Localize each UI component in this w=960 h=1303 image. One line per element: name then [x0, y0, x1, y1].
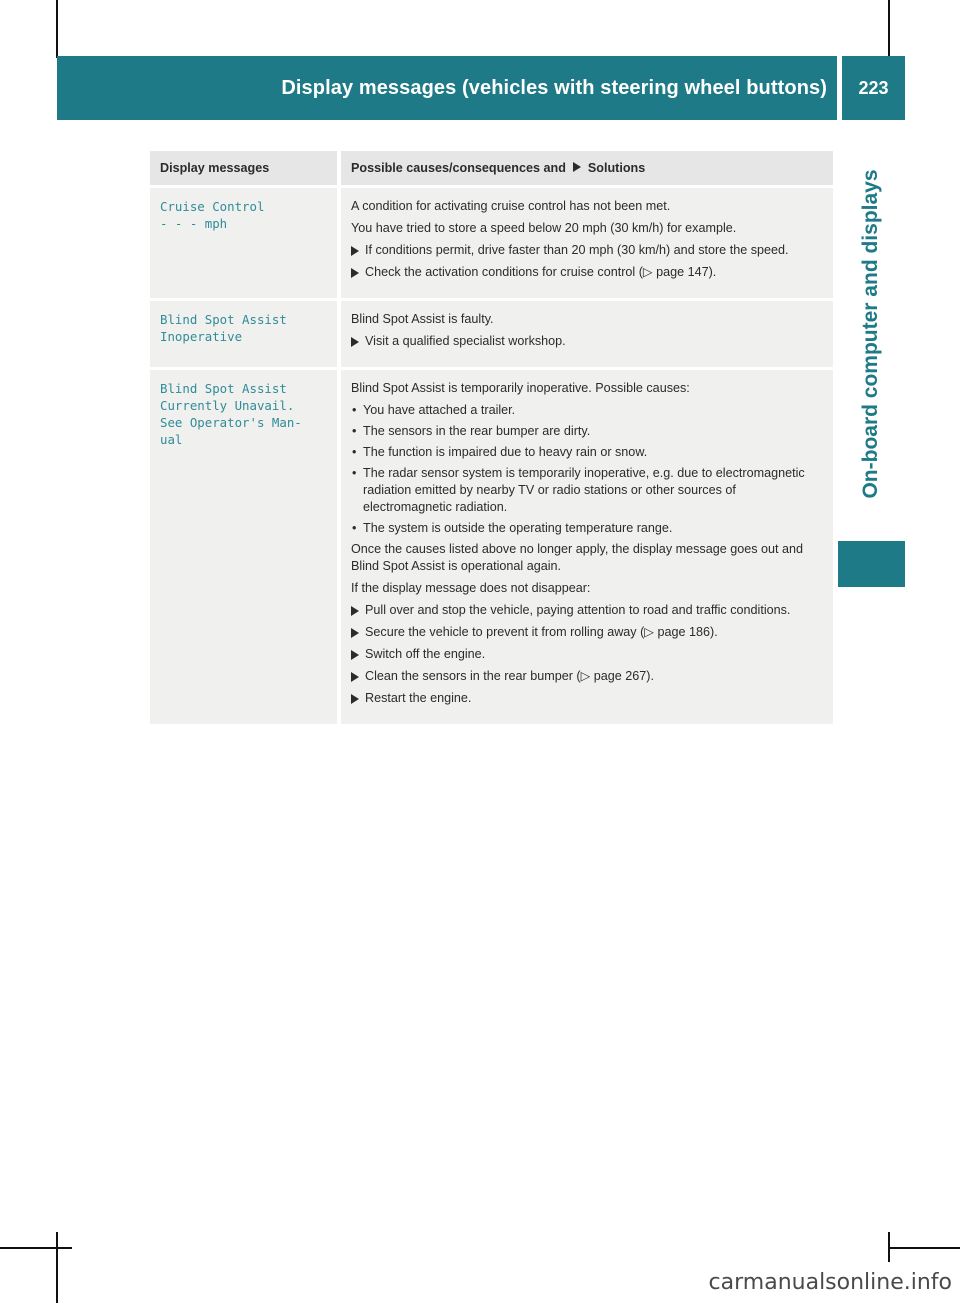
description-text: If the display message does not disappear:: [351, 581, 591, 595]
crop-mark: [888, 0, 890, 58]
page-title: Display messages (vehicles with steering wheel buttons): [281, 77, 827, 99]
display-message-line: ual: [160, 432, 183, 447]
solution-step-text: Switch off the engine.: [365, 647, 486, 661]
solution-step-text: Clean the sensors in the rear bumper (▷ page 267).: [365, 669, 655, 683]
arrow-right-icon: [351, 268, 359, 278]
arrow-right-icon: [351, 246, 359, 256]
description-text: Once the causes listed above no longer apply, the display message goes out and Blind Spot Assist is operational again.: [351, 542, 804, 573]
watermark: carmanualsonline.info: [708, 1270, 952, 1295]
display-message-line: Cruise Control: [160, 199, 265, 214]
bullet-icon: •: [352, 445, 357, 459]
crop-mark: [56, 1232, 58, 1303]
column-header-causes: [339, 151, 833, 187]
causes-solutions-cell: [339, 369, 833, 725]
table-header-row: [150, 151, 833, 187]
solution-step-text: Restart the engine.: [365, 691, 472, 705]
description-text: You have tried to store a speed below 20 mph (30 km/h) for example.: [351, 221, 737, 235]
cause-bullet: [351, 465, 823, 516]
description-text: A condition for activating cruise control has not been met.: [351, 199, 671, 213]
cause-bullet-text: The sensors in the rear bumper are dirty.: [363, 424, 591, 438]
arrow-right-icon: [351, 606, 359, 616]
solution-step: [351, 646, 823, 663]
crop-mark: [0, 1247, 72, 1249]
cause-bullet: [351, 402, 823, 419]
solution-step: [351, 668, 823, 685]
solution-step: [351, 264, 823, 281]
chapter-label: On-board computer and displays: [859, 169, 882, 499]
crop-mark: [888, 1232, 890, 1262]
arrow-right-icon: [351, 672, 359, 682]
solution-step: [351, 690, 823, 707]
solution-step: [351, 602, 823, 619]
table-row: [150, 369, 833, 725]
display-message-line: Currently Unavail.: [160, 398, 295, 413]
display-message-cell: [150, 369, 339, 725]
page-header: [57, 56, 905, 120]
solution-step: [351, 242, 823, 259]
crop-mark: [888, 1247, 960, 1249]
display-message-line: Blind Spot Assist: [160, 381, 287, 396]
chapter-marker-block: [838, 541, 905, 587]
cause-bullet: [351, 423, 823, 440]
arrow-right-icon: [351, 337, 359, 347]
bullet-icon: •: [352, 403, 357, 417]
arrow-right-icon: [573, 162, 581, 172]
table-row: [150, 300, 833, 369]
solution-step-text: Check the activation conditions for cruise control (▷ page 147).: [365, 265, 717, 279]
solution-step: [351, 624, 823, 641]
description-text: Blind Spot Assist is temporarily inoperative. Possible causes:: [351, 381, 690, 395]
solution-step-text: Pull over and stop the vehicle, paying attention to road and traffic conditions.: [365, 603, 791, 617]
column-header-solutions-text: Solutions: [587, 161, 646, 175]
cause-bullet-text: The function is impaired due to heavy rain or snow.: [363, 445, 648, 459]
solution-step-text: If conditions permit, drive faster than 20 mph (30 km/h) and store the speed.: [365, 243, 789, 257]
display-messages-table: [150, 151, 833, 724]
bullet-icon: •: [352, 466, 357, 480]
solution-step-text: Secure the vehicle to prevent it from rolling away (▷ page 186).: [365, 625, 718, 639]
solution-step: [351, 333, 823, 350]
bullet-icon: •: [352, 424, 357, 438]
display-message-cell: [150, 187, 339, 300]
description-text: Blind Spot Assist is faulty.: [351, 312, 494, 326]
cause-bullet-text: The radar sensor system is temporarily inoperative, e.g. due to electromagnetic radiation emitted by nearby TV or radio stations or other sources of electromagnetic radiation.: [363, 466, 805, 514]
arrow-right-icon: [351, 650, 359, 660]
cause-bullet-text: The system is outside the operating temperature range.: [363, 521, 673, 535]
display-message-cell: [150, 300, 339, 369]
cause-bullet-text: You have attached a trailer.: [363, 403, 516, 417]
column-header-causes-text: Possible causes/consequences and: [351, 161, 566, 175]
arrow-right-icon: [351, 694, 359, 704]
cause-bullet: [351, 520, 823, 537]
column-header-messages: Display messages: [150, 151, 339, 187]
cause-bullet: [351, 444, 823, 461]
solution-step-text: Visit a qualified specialist workshop.: [365, 334, 566, 348]
bullet-icon: •: [352, 521, 357, 535]
display-message-line: Blind Spot Assist: [160, 312, 287, 327]
causes-solutions-cell: [339, 187, 833, 300]
display-message-line: - - - mph: [160, 216, 228, 231]
page-number: 223: [858, 78, 889, 98]
arrow-right-icon: [351, 628, 359, 638]
causes-solutions-cell: [339, 300, 833, 369]
display-message-line: See Operator's Man-: [160, 415, 302, 430]
table-row: [150, 187, 833, 300]
crop-mark: [56, 0, 58, 58]
display-message-line: Inoperative: [160, 329, 243, 344]
